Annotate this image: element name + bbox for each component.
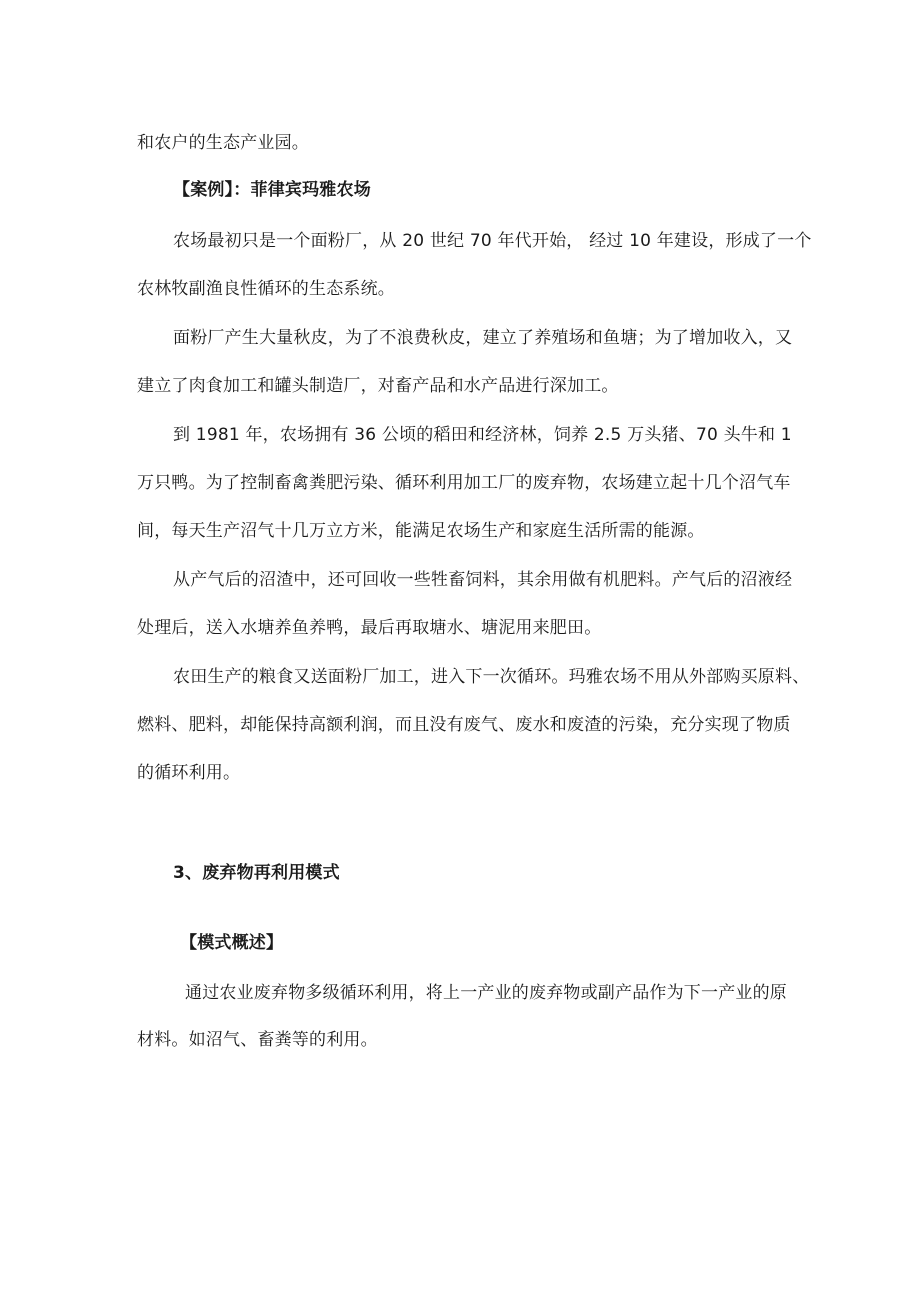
- case-paragraph-4-line-1: 从产气后的沼渣中，还可回收一些牲畜饲料，其余用做有机肥料。产气后的沼液经: [173, 570, 793, 590]
- case-paragraph-3-line-1: 到 1981 年，农场拥有 36 公顷的稻田和经济林，饲养 2.5 万头猪、70 头牛和 1: [173, 425, 792, 445]
- case-heading: 【案例】：菲律宾玛雅农场: [173, 180, 371, 200]
- case-paragraph-1-line-2: 农林牧副渔良性循环的生态系统。: [137, 279, 395, 299]
- case-paragraph-2-line-2: 建立了肉食加工和罐头制造厂，对畜产品和水产品进行深加工。: [137, 376, 619, 396]
- case-paragraph-2-line-1: 面粉厂产生大量秋皮，为了不浪费秋皮，建立了养殖场和鱼塘；为了增加收入，又: [173, 328, 793, 348]
- intro-tail-text: 和农户的生态产业园。: [137, 133, 309, 153]
- case-paragraph-1-line-1: 农场最初只是一个面粉厂，从 20 世纪 70 年代开始， 经过 10 年建设，形成了一个: [173, 231, 812, 251]
- overview-line-2: 材料。如沼气、畜粪等的利用。: [137, 1030, 378, 1050]
- case-paragraph-5-line-2: 燃料、肥料，却能保持高额利润，而且没有废气、废水和废渣的污染，充分实现了物质: [137, 715, 791, 735]
- case-paragraph-4-line-2: 处理后，送入水塘养鱼养鸭，最后再取塘水、塘泥用来肥田。: [137, 618, 602, 638]
- case-paragraph-3-line-2: 万只鸭。为了控制畜禽粪肥污染、循环利用加工厂的废弃物，农场建立起十几个沼气车: [137, 473, 791, 493]
- overview-heading: 【模式概述】: [180, 933, 284, 953]
- case-paragraph-5-line-3: 的循环利用。: [137, 763, 241, 783]
- case-paragraph-3-line-3: 间，每天生产沼气十几万立方米，能满足农场生产和家庭生活所需的能源。: [137, 521, 705, 541]
- overview-line-1: 通过农业废弃物多级循环利用，将上一产业的废弃物或副产品作为下一产业的原: [185, 983, 787, 1003]
- case-paragraph-5-line-1: 农田生产的粮食又送面粉厂加工，进入下一次循环。玛雅农场不用从外部购买原料、: [173, 667, 810, 687]
- section-3-heading: 3、废弃物再利用模式: [173, 863, 340, 883]
